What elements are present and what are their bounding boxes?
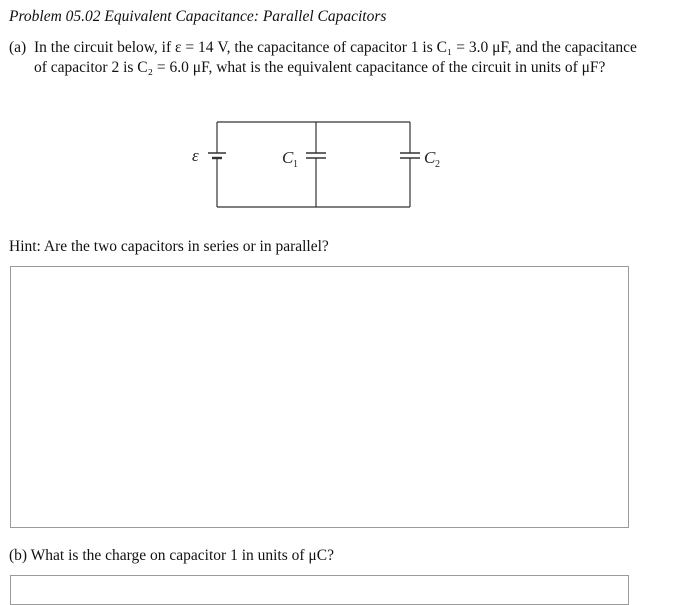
- answer-box-b[interactable]: [10, 575, 629, 605]
- question-a-text: In the circuit below, if ε = 14 V, the capacitance of capacitor 1 is C₁ = 3.0 μF, and the capacitance of capacitor 2 is C₂ = 6.0 μF, what is the equivalent capacitance of the circuit in units of μF?: [34, 39, 637, 76]
- c2-label: C: [424, 148, 436, 167]
- c1-subscript: 1: [293, 159, 298, 170]
- c2-subscript: 2: [435, 159, 440, 170]
- question-a-label: (a): [9, 39, 27, 56]
- question-b-text: (b) What is the charge on capacitor 1 in units of μC?: [9, 547, 334, 564]
- answer-box-a[interactable]: [10, 266, 629, 528]
- problem-title: Problem 05.02 Equivalent Capacitance: Parallel Capacitors: [9, 8, 387, 25]
- c1-label: C: [282, 148, 294, 167]
- emf-label: ε: [192, 146, 199, 165]
- circuit-diagram: [170, 112, 440, 217]
- hint-text: Hint: Are the two capacitors in series or in parallel?: [9, 238, 329, 255]
